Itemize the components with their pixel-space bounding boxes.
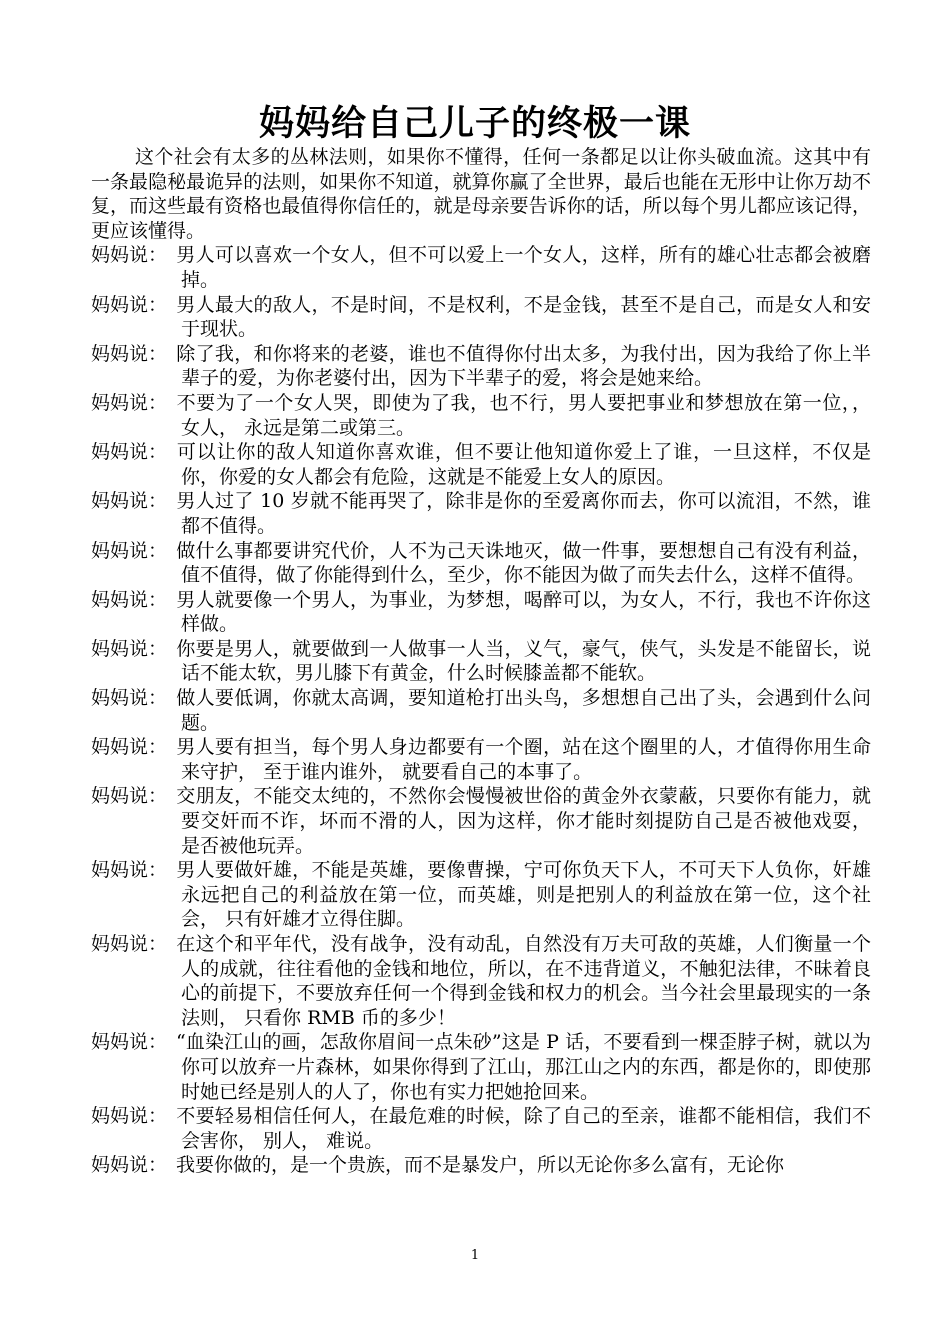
advice-text: 我要你做的，是一个贵族，而不是暴发户，所以无论你多么富有，无论你: [176, 1154, 785, 1177]
advice-text: 男人过了 10 岁就不能再哭了，除非是你的至爱离你而去，你可以流泪，不然，谁都不值得。: [176, 490, 871, 537]
speaker-label: 妈妈说：: [91, 490, 168, 513]
speaker-label: 妈妈说：: [91, 859, 168, 882]
intro-paragraph: 这个社会有太多的丛林法则，如果你不懂得，任何一条都足以让你头破血流。这其中有一条最隐秘最诡异的法则，如果你不知道，就算你赢了全世界，最后也能在无形中让你万劫不复，而这些最有资格也最值得你信任的，就是母亲要告诉你的话，所以每个男儿都应该记得，更应该懂得。: [91, 146, 871, 242]
speaker-label: 妈妈说：: [91, 1154, 168, 1177]
advice-item: [91, 243, 871, 292]
advice-text: 不要为了一个女人哭，即使为了我，也不行，男人要把事业和梦想放在第一位，， 女人， 永远是第二或第三。: [176, 391, 871, 439]
advice-item: [91, 391, 871, 440]
advice-item: [91, 637, 871, 686]
advice-text: 男人可以喜欢一个女人，但不可以爱上一个女人，这样，所有的雄心壮志都会被磨掉。: [176, 244, 871, 291]
advice-text: 在这个和平年代，没有战争，没有动乱，自然没有万夫可敌的英雄，人们衡量一个人的成就，往往看他的金钱和地位，所以，在不违背道义，不触犯法律，不昧着良心的前提下，不要放弃任何一个得到金钱和权力的机会。当今社会里最现实的一条法则， 只看你 RMB 币的多少！: [176, 933, 871, 1029]
speaker-label: 妈妈说：: [91, 933, 168, 955]
speaker-label: 妈妈说：: [91, 391, 168, 414]
advice-item: [91, 1030, 871, 1104]
document-title: 妈妈给自己儿子的终极一课: [258, 103, 691, 144]
advice-item: [91, 932, 871, 1030]
advice-item: [91, 1153, 871, 1178]
advice-item: [91, 735, 871, 784]
speaker-label: 妈妈说：: [91, 687, 168, 710]
advice-item: [91, 858, 871, 932]
advice-list: [91, 243, 871, 1178]
advice-text: 男人要有担当，每个男人身边都要有一个圈，站在这个圈里的人，才值得你用生命来守护， 至于谁内谁外， 就要看自己的本事了。: [176, 736, 871, 783]
speaker-label: 妈妈说：: [91, 637, 168, 660]
speaker-label: 妈妈说：: [91, 785, 168, 808]
advice-item: [91, 588, 871, 637]
speaker-label: 妈妈说：: [91, 1031, 168, 1054]
advice-text: 做什么事都要讲究代价，人不为己天诛地灭，做一件事，要想想自己有没有利益，值不值得，做了你能得到什么，至少，你不能因为做了而失去什么，这样不值得。: [176, 539, 871, 587]
speaker-label: 妈妈说：: [91, 588, 168, 611]
advice-item: [91, 1104, 871, 1153]
advice-item: [91, 784, 871, 858]
speaker-label: 妈妈说：: [91, 244, 168, 267]
advice-text: 除了我，和你将来的老婆，谁也不值得你付出太多，为我付出，因为我给了你上半辈子的爱，为你老婆付出，因为下半辈子的爱，将会是她来给。: [176, 342, 871, 390]
advice-item: [91, 342, 871, 391]
speaker-label: 妈妈说：: [91, 342, 168, 365]
speaker-label: 妈妈说：: [91, 736, 168, 759]
speaker-label: 妈妈说：: [91, 539, 168, 562]
speaker-label: 妈妈说：: [91, 441, 168, 464]
advice-item: [91, 539, 871, 588]
speaker-label: 妈妈说：: [91, 1105, 168, 1128]
advice-item: [91, 489, 871, 538]
advice-text: 做人要低调，你就太高调，要知道枪打出头鸟，多想想自己出了头，会遇到什么问题。: [176, 687, 871, 734]
advice-text: 你要是男人，就要做到一人做事一人当，义气，豪气，侠气，头发是不能留长，说话不能太软，男儿膝下有黄金，什么时候膝盖都不能软。: [176, 637, 871, 685]
speaker-label: 妈妈说：: [91, 293, 168, 316]
advice-text: 男人就要像一个男人，为事业，为梦想，喝醉可以，为女人，不行，我也不许你这样做。: [176, 588, 871, 636]
advice-text: 交朋友，不能交太纯的，不然你会慢慢被世俗的黄金外衣蒙蔽，只要你有能力，就要交奸而不诈，坏而不滑的人，因为这样，你才能时刻提防自己是否被他戏耍， 是否被他玩弄。: [176, 785, 871, 857]
advice-item: [91, 293, 871, 342]
advice-item: [91, 440, 871, 489]
advice-text: 可以让你的敌人知道你喜欢谁，但不要让他知道你爱上了谁，一旦这样，不仅是你，你爱的女人都会有危险，这就是不能爱上女人的原因。: [176, 441, 871, 488]
page-number: 1: [470, 1248, 480, 1263]
advice-item: [91, 686, 871, 735]
advice-text: “血染江山的画，怎敌你眉间一点朱砂”这是 P 话，不要看到一棵歪脖子树，就以为你可以放弃一片森林，如果你得到了江山，那江山之内的东西，都是你的，即使那时她已经是别人的人了，你也有实力把她抢回来。: [176, 1031, 871, 1103]
document-body: [91, 145, 871, 1178]
advice-text: 男人要做奸雄，不能是英雄，要像曹操，宁可你负天下人，不可天下人负你，奸雄永远把自己的利益放在第一位，而英雄，则是把别人的利益放在第一位，这个社会， 只有奸雄才立得住脚。: [176, 859, 871, 931]
advice-text: 不要轻易相信任何人，在最危难的时候，除了自己的至亲，谁都不能相信，我们不会害你， 别人， 难说。: [176, 1105, 871, 1152]
advice-text: 男人最大的敌人，不是时间，不是权利，不是金钱，甚至不是自己，而是女人和安于现状。: [176, 293, 871, 341]
